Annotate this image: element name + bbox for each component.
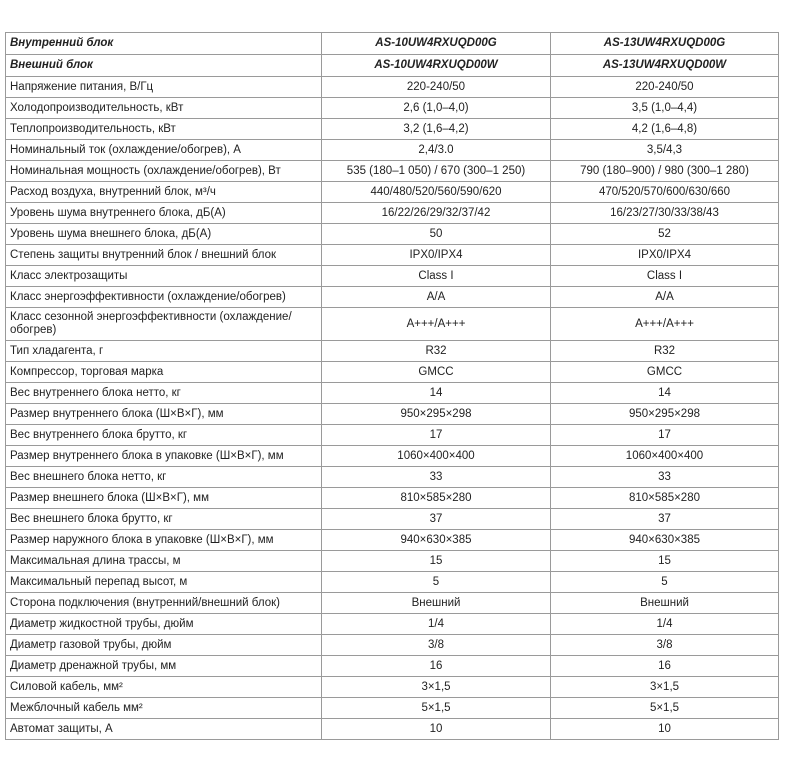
parameter-name-cell: Силовой кабель, мм² (6, 677, 322, 698)
model-2-value-cell: 5×1,5 (551, 698, 779, 719)
model-1-value-cell: 1060×400×400 (322, 446, 551, 467)
table-row (6, 509, 779, 530)
parameter-name-cell: Уровень шума внешнего блока, дБ(А) (6, 224, 322, 245)
model-1-value-cell: 535 (180–1 050) / 670 (300–1 250) (322, 161, 551, 182)
table-row (6, 488, 779, 509)
model-2-value-cell: 17 (551, 425, 779, 446)
model-2-value-cell: 14 (551, 383, 779, 404)
table-row (6, 77, 779, 98)
table-row (6, 635, 779, 656)
model-2-value-cell: A/A (551, 287, 779, 308)
model-1-value-cell: Внешний (322, 593, 551, 614)
model-2-value-cell: 5 (551, 572, 779, 593)
specifications-table (5, 32, 779, 740)
specifications-table-body (6, 33, 779, 740)
model-2-value-cell: 3×1,5 (551, 677, 779, 698)
model-1-value-cell: 3,2 (1,6–4,2) (322, 119, 551, 140)
parameter-name-cell: Расход воздуха, внутренний блок, м³/ч (6, 182, 322, 203)
model-2-value-cell: 3,5/4,3 (551, 140, 779, 161)
parameter-name-cell: Вес внутреннего блока нетто, кг (6, 383, 322, 404)
table-row (6, 677, 779, 698)
header-label-cell: Внешний блок (6, 55, 322, 77)
table-row (6, 614, 779, 635)
table-row (6, 308, 779, 341)
model-1-value-cell: 5 (322, 572, 551, 593)
model-2-value-cell: 4,2 (1,6–4,8) (551, 119, 779, 140)
parameter-name-cell: Тип хладагента, г (6, 341, 322, 362)
parameter-name-cell: Компрессор, торговая марка (6, 362, 322, 383)
table-row (6, 224, 779, 245)
model-2-value-cell: GMCC (551, 362, 779, 383)
table-row (6, 98, 779, 119)
model-1-value-cell: 15 (322, 551, 551, 572)
parameter-name-cell: Размер внутреннего блока (Ш×В×Г), мм (6, 404, 322, 425)
table-row (6, 266, 779, 287)
model-1-value-cell: 16 (322, 656, 551, 677)
model-1-value-cell: 440/480/520/560/590/620 (322, 182, 551, 203)
model-1-value-cell: 220-240/50 (322, 77, 551, 98)
model-1-value-cell: 940×630×385 (322, 530, 551, 551)
model-1-value-cell: 3×1,5 (322, 677, 551, 698)
model-2-value-cell: Внешний (551, 593, 779, 614)
model-2-cell: AS-13UW4RXUQD00G (551, 33, 779, 55)
model-2-value-cell: 470/520/570/600/630/660 (551, 182, 779, 203)
parameter-name-cell: Диаметр жидкостной трубы, дюйм (6, 614, 322, 635)
parameter-name-cell: Теплопроизводительность, кВт (6, 119, 322, 140)
model-1-value-cell: A/A (322, 287, 551, 308)
parameter-name-cell: Класс электрозащиты (6, 266, 322, 287)
table-row (6, 140, 779, 161)
parameter-name-cell: Размер наружного блока в упаковке (Ш×В×Г), мм (6, 530, 322, 551)
parameter-name-cell: Степень защиты внутренний блок / внешний блок (6, 245, 322, 266)
model-2-value-cell: IPX0/IPX4 (551, 245, 779, 266)
table-row (6, 593, 779, 614)
table-row (6, 446, 779, 467)
model-1-value-cell: IPX0/IPX4 (322, 245, 551, 266)
model-1-value-cell: 33 (322, 467, 551, 488)
model-1-value-cell: 3/8 (322, 635, 551, 656)
model-1-value-cell: GMCC (322, 362, 551, 383)
table-row (6, 467, 779, 488)
table-row (6, 383, 779, 404)
model-2-value-cell: 790 (180–900) / 980 (300–1 280) (551, 161, 779, 182)
table-row (6, 245, 779, 266)
parameter-name-cell: Размер внешнего блока (Ш×В×Г), мм (6, 488, 322, 509)
table-row (6, 656, 779, 677)
table-row (6, 719, 779, 740)
model-2-value-cell: 810×585×280 (551, 488, 779, 509)
parameter-name-cell: Вес внешнего блока нетто, кг (6, 467, 322, 488)
model-2-value-cell: R32 (551, 341, 779, 362)
table-row (6, 203, 779, 224)
model-1-value-cell: 1/4 (322, 614, 551, 635)
model-2-value-cell: 16/23/27/30/33/38/43 (551, 203, 779, 224)
parameter-name-cell: Номинальная мощность (охлаждение/обогрев), Вт (6, 161, 322, 182)
parameter-name-cell: Сторона подключения (внутренний/внешний блок) (6, 593, 322, 614)
table-row (6, 530, 779, 551)
model-1-value-cell: 2,4/3.0 (322, 140, 551, 161)
model-2-value-cell: 52 (551, 224, 779, 245)
model-1-cell: AS-10UW4RXUQD00G (322, 33, 551, 55)
parameter-name-cell: Уровень шума внутреннего блока, дБ(А) (6, 203, 322, 224)
parameter-name-cell: Межблочный кабель мм² (6, 698, 322, 719)
parameter-name-cell: Автомат защиты, А (6, 719, 322, 740)
header-row (6, 33, 779, 55)
table-row (6, 119, 779, 140)
table-row (6, 161, 779, 182)
model-1-value-cell: 10 (322, 719, 551, 740)
model-2-value-cell: 3/8 (551, 635, 779, 656)
model-2-value-cell: A+++/A+++ (551, 308, 779, 341)
model-1-value-cell: 5×1,5 (322, 698, 551, 719)
header-label-cell: Внутренний блок (6, 33, 322, 55)
model-2-value-cell: 220-240/50 (551, 77, 779, 98)
table-row (6, 698, 779, 719)
parameter-name-cell: Диаметр газовой трубы, дюйм (6, 635, 322, 656)
parameter-name-cell: Вес внешнего блока брутто, кг (6, 509, 322, 530)
table-row (6, 572, 779, 593)
model-2-value-cell: 15 (551, 551, 779, 572)
parameter-name-cell: Напряжение питания, В/Гц (6, 77, 322, 98)
model-2-value-cell: 37 (551, 509, 779, 530)
model-2-value-cell: 1/4 (551, 614, 779, 635)
table-row (6, 287, 779, 308)
model-2-value-cell: 10 (551, 719, 779, 740)
parameter-name-cell: Размер внутреннего блока в упаковке (Ш×В×Г), мм (6, 446, 322, 467)
table-row (6, 182, 779, 203)
model-1-value-cell: R32 (322, 341, 551, 362)
model-2-value-cell: 33 (551, 467, 779, 488)
model-2-value-cell: 950×295×298 (551, 404, 779, 425)
table-row (6, 425, 779, 446)
model-1-value-cell: Class I (322, 266, 551, 287)
model-1-value-cell: 37 (322, 509, 551, 530)
model-1-value-cell: 950×295×298 (322, 404, 551, 425)
parameter-name-cell: Холодопроизводительность, кВт (6, 98, 322, 119)
table-row (6, 404, 779, 425)
parameter-name-cell: Вес внутреннего блока брутто, кг (6, 425, 322, 446)
model-2-value-cell: Class I (551, 266, 779, 287)
header-row (6, 55, 779, 77)
model-1-value-cell: 50 (322, 224, 551, 245)
model-1-value-cell: 16/22/26/29/32/37/42 (322, 203, 551, 224)
parameter-name-cell: Максимальная длина трассы, м (6, 551, 322, 572)
model-1-cell: AS-10UW4RXUQD00W (322, 55, 551, 77)
parameter-name-cell: Диаметр дренажной трубы, мм (6, 656, 322, 677)
model-1-value-cell: 810×585×280 (322, 488, 551, 509)
model-1-value-cell: 17 (322, 425, 551, 446)
model-2-value-cell: 940×630×385 (551, 530, 779, 551)
model-2-value-cell: 16 (551, 656, 779, 677)
model-2-value-cell: 1060×400×400 (551, 446, 779, 467)
parameter-name-cell: Класс энергоэффективности (охлаждение/обогрев) (6, 287, 322, 308)
model-2-value-cell: 3,5 (1,0–4,4) (551, 98, 779, 119)
table-row (6, 341, 779, 362)
parameter-name-cell: Максимальный перепад высот, м (6, 572, 322, 593)
model-1-value-cell: 2,6 (1,0–4,0) (322, 98, 551, 119)
parameter-name-cell: Номинальный ток (охлаждение/обогрев), А (6, 140, 322, 161)
table-row (6, 551, 779, 572)
model-1-value-cell: A+++/A+++ (322, 308, 551, 341)
model-1-value-cell: 14 (322, 383, 551, 404)
model-2-cell: AS-13UW4RXUQD00W (551, 55, 779, 77)
parameter-name-cell: Класс сезонной энергоэффективности (охлаждение/обогрев) (6, 308, 322, 341)
table-row (6, 362, 779, 383)
